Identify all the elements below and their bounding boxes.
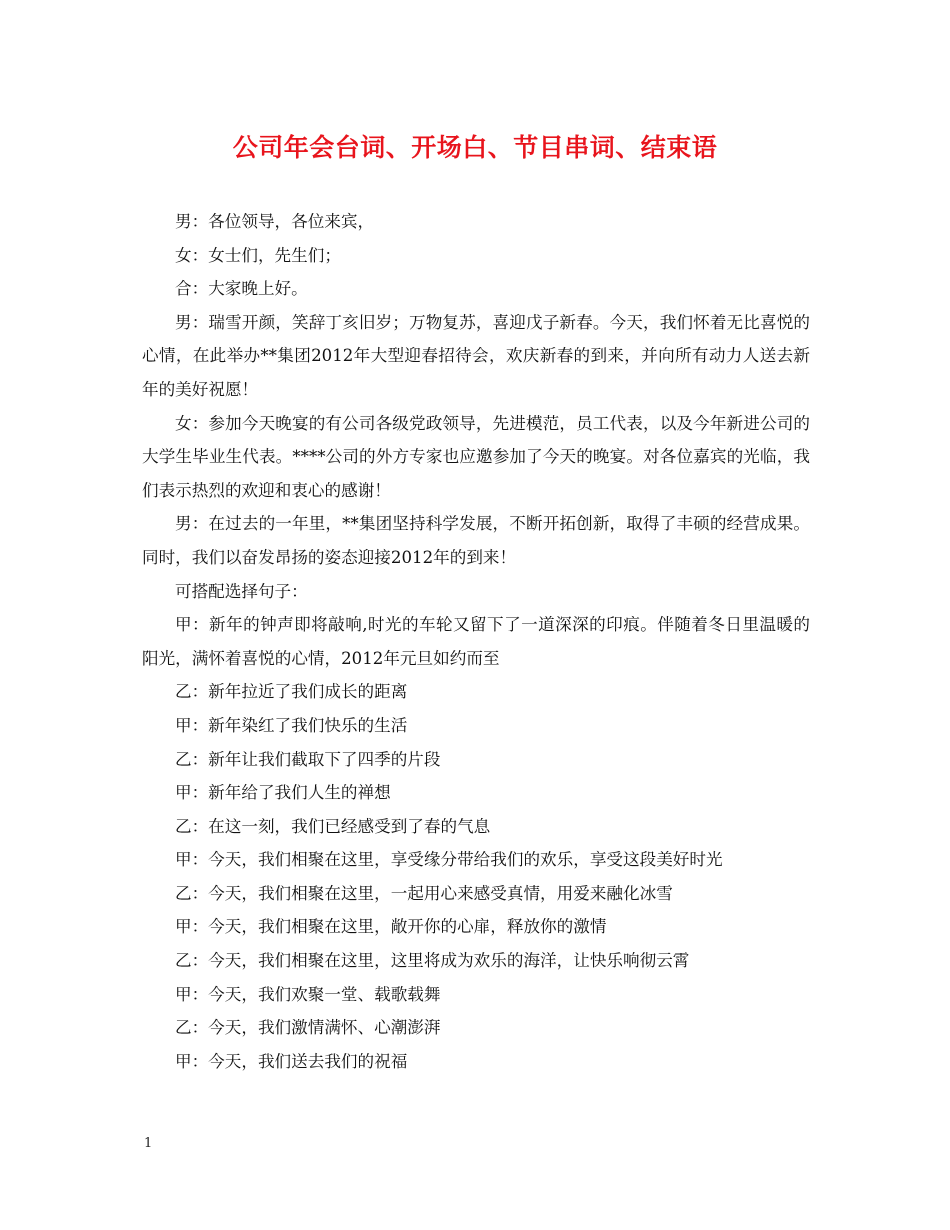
paragraph-1: 男：各位领导，各位来宾， [175, 212, 375, 231]
paragraph-19: 乙：今天，我们激情满怀、心潮澎湃 [175, 1018, 441, 1038]
paragraph-16: 甲：今天，我们相聚在这里，敞开你的心扉，释放你的激情 [175, 917, 607, 937]
page-number: 1 [144, 1136, 153, 1151]
paragraph-7: 可搭配选择句子： [175, 581, 308, 601]
document-body [142, 205, 810, 1078]
paragraph-12: 甲：新年给了我们人生的禅想 [175, 783, 391, 803]
paragraph-2: 女：女士们，先生们； [175, 245, 341, 265]
paragraph-8: 甲：新年的钟声即将敲响,时光的车轮又留下了一道深深的印痕。伴随着冬日里温暖的阳光，满怀着喜悦的心情，2012年元旦如约而至 [142, 615, 810, 668]
paragraph-17: 乙：今天，我们相聚在这里，这里将成为欢乐的海洋，让快乐响彻云霄 [175, 951, 690, 971]
paragraph-18: 甲：今天，我们欢聚一堂、载歌载舞 [175, 984, 441, 1004]
paragraph-9: 乙：新年拉近了我们成长的距离 [175, 682, 408, 702]
document-title: 公司年会台词、开场白、节目串词、结束语 [232, 133, 718, 162]
paragraph-20: 甲：今天，我们送去我们的祝福 [175, 1051, 408, 1071]
paragraph-4: 男：瑞雪开颜，笑辞丁亥旧岁；万物复苏，喜迎戊子新春。今天，我们怀着无比喜悦的心情，在此举办**集团2012年大型迎春招待会，欢庆新春的到来，并向所有动力人送去新年的美好祝愿！ [142, 312, 810, 399]
paragraph-3: 合：大家晚上好。 [175, 279, 308, 299]
paragraph-14: 甲：今天，我们相聚在这里，享受缘分带给我们的欢乐，享受这段美好时光 [175, 850, 723, 870]
paragraph-6: 男：在过去的一年里，**集团坚持科学发展，不断开拓创新，取得了丰硕的经营成果。同时，我们以奋发昂扬的姿态迎接2012年的到来！ [142, 514, 810, 567]
paragraph-15: 乙：今天，我们相聚在这里，一起用心来感受真情，用爱来融化冰雪 [175, 883, 673, 903]
paragraph-5: 女：参加今天晚宴的有公司各级党政领导，先进模范，员工代表，以及今年新进公司的大学生毕业生代表。****公司的外方专家也应邀参加了今天的晚宴。对各位嘉宾的光临，我们表示热烈的欢迎和衷心的感谢！ [142, 413, 810, 500]
paragraph-10: 甲：新年染红了我们快乐的生活 [175, 715, 408, 735]
paragraph-13: 乙：在这一刻，我们已经感受到了春的气息 [175, 816, 491, 836]
paragraph-11: 乙：新年让我们截取下了四季的片段 [175, 749, 441, 769]
